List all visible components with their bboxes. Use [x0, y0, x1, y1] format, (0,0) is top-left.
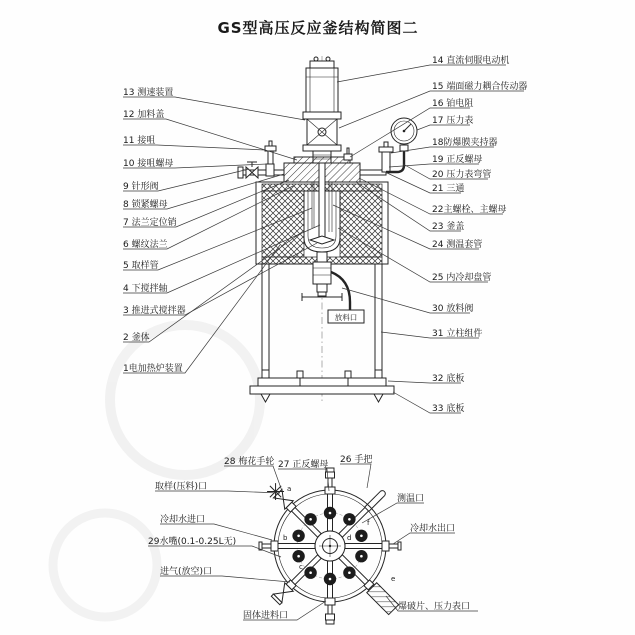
- letter-c: c: [299, 563, 303, 571]
- callout-32: 32 底板: [432, 374, 465, 384]
- gauge-stem: [400, 145, 408, 151]
- port-west: [259, 541, 315, 551]
- callout-8: 8 锁紧螺母: [123, 200, 168, 210]
- callout-15: 15 端面磁力耦合传动器: [432, 82, 528, 92]
- letter-d: d: [347, 534, 352, 542]
- rupture-disc-holder: [382, 152, 390, 172]
- label-sampling-port: 取样(压料)口: [155, 482, 208, 492]
- base-plate-upper: [258, 378, 386, 386]
- label-gas-inlet-vent: 进气(放空)口: [160, 567, 213, 577]
- callout-27: 27 正反螺母: [278, 460, 329, 470]
- callout-16: 16 铂电阻: [432, 99, 474, 109]
- callout-5: 5 取样管: [123, 261, 159, 271]
- callout-6: 6 螺纹法兰: [123, 240, 168, 250]
- main-front-view: [238, 56, 417, 402]
- diagram-title: GS型高压反应釜结构简图二: [217, 19, 419, 37]
- callout-30: 30 放料阀: [432, 304, 474, 314]
- port-southeast-plate: [336, 552, 399, 615]
- lid-top-view: [259, 468, 401, 624]
- motor-flange: [303, 112, 341, 119]
- pipe-end-cap: [238, 167, 243, 178]
- callout-13: 13 测速装置: [123, 88, 174, 98]
- right-piping: [360, 142, 408, 175]
- heater-block-left: [262, 191, 304, 257]
- callout-20: 20 压力表弯管: [432, 170, 492, 180]
- letter-e: e: [391, 575, 396, 583]
- label-temp-port: 测温口: [397, 494, 425, 504]
- callout-26: 26 手把: [340, 455, 373, 465]
- left-piping: [238, 141, 284, 178]
- callout-10: 10 接咀螺母: [123, 159, 174, 169]
- callout-25: 25 内冷却盘管: [432, 273, 492, 283]
- callout-33: 33 底板: [432, 404, 465, 414]
- label-solid-feed-port: 固体进料口: [243, 611, 289, 621]
- label-rupture-gauge-port: 爆破片、压力表口: [398, 602, 471, 612]
- thermo-fitting: [344, 154, 352, 160]
- discharge-pipe: [331, 272, 350, 310]
- callout-2: 2 釜体: [123, 333, 150, 343]
- callout-3: 3 推进式搅拌器: [123, 306, 186, 316]
- port-south: [325, 561, 335, 624]
- label-coolant-inlet: 冷却水进口: [160, 515, 206, 525]
- furnace-vessel: [256, 163, 388, 264]
- port-east: [345, 541, 401, 551]
- callout-21: 21 三通: [432, 184, 465, 194]
- callout-1: 1电加热炉装置: [123, 364, 183, 374]
- callout-29: 29水嘴(0.1-0.25L无): [148, 537, 237, 547]
- callout-19: 19 正反螺母: [432, 155, 483, 165]
- letter-b: b: [283, 534, 288, 542]
- callout-11: 11 接咀: [123, 136, 156, 146]
- magnetic-coupling: [303, 119, 341, 163]
- callout-18: 18防爆膜夹持器: [432, 138, 498, 148]
- callout-14: 14 直流伺服电动机: [432, 56, 510, 66]
- callout-7: 7 法兰定位销: [123, 218, 177, 228]
- leg-left: [262, 264, 269, 378]
- letter-f: f: [367, 519, 370, 527]
- hub: [315, 531, 345, 561]
- callout-4: 4 下搅拌轴: [123, 284, 168, 294]
- callout-17: 17 压力表: [432, 116, 474, 126]
- discharge-port-label: 放料口: [334, 313, 358, 322]
- callout-28: 28 梅花手轮: [224, 457, 275, 467]
- label-coolant-outlet: 冷却水出口: [410, 524, 456, 534]
- stirrer-shaft: [319, 163, 325, 237]
- callout-12: 12 加料盖: [123, 110, 165, 120]
- callout-22: 22主螺栓、主螺母: [432, 205, 507, 215]
- leg-right: [375, 264, 382, 378]
- servo-motor: [303, 57, 341, 119]
- base-plate-lower: [250, 386, 394, 394]
- port-north: [325, 468, 335, 531]
- callout-23: 23 釜盖: [432, 222, 465, 232]
- callout-31: 31 立柱组件: [432, 329, 483, 339]
- letter-a: a: [287, 485, 292, 493]
- pressure-gauge: [391, 118, 417, 144]
- tee-fitting: [266, 164, 274, 176]
- callout-9: 9 针形阀: [123, 182, 159, 192]
- needle-valve-icon: [246, 167, 252, 178]
- right-labels: [432, 54, 527, 414]
- callout-24: 24 测温套管: [432, 240, 483, 250]
